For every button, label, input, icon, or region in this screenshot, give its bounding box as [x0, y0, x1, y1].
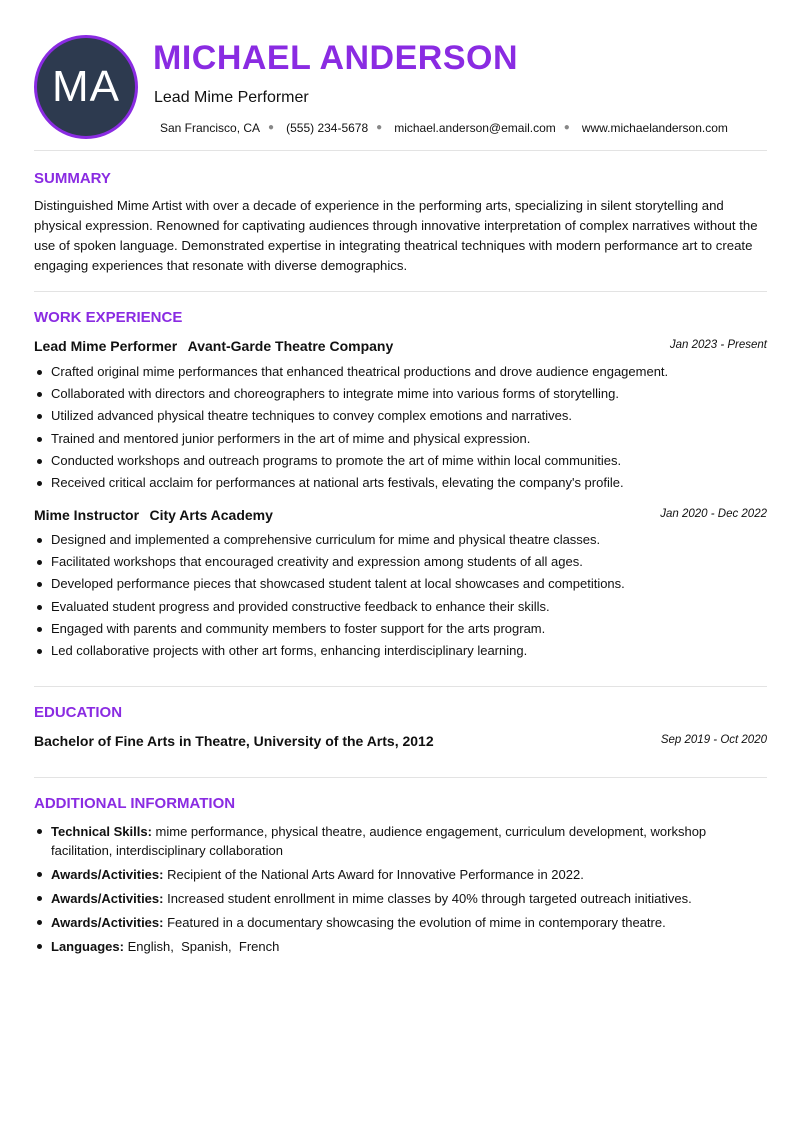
list-item: Conducted workshops and outreach programs to promote the art of mime within local communities. [34, 450, 767, 472]
info-text: Featured in a documentary showcasing the evolution of mime in contemporary theatre. [167, 915, 666, 930]
section-divider [34, 291, 767, 292]
avatar-initials: MA [52, 62, 120, 111]
separator-dot-icon: ● [376, 122, 383, 133]
job-role: Mime Instructor [34, 507, 140, 523]
contact-email[interactable]: michael.anderson@email.com [394, 121, 556, 135]
job-header [34, 507, 767, 525]
education-entry [34, 733, 767, 751]
list-item [34, 889, 767, 908]
section-divider [34, 150, 767, 151]
list-item: Engaged with parents and community members to foster support for the arts program. [34, 618, 767, 640]
section-divider [34, 777, 767, 778]
work-experience-heading: WORK EXPERIENCE [34, 309, 183, 326]
info-label: Awards/Activities: [51, 891, 164, 906]
info-text: mime performance, physical theatre, audience engagement, curriculum development, workshop facilitation, interdisciplinary collaboration [51, 824, 707, 858]
job-bullets [34, 529, 767, 662]
list-item: Evaluated student progress and provided constructive feedback to enhance their skills. [34, 596, 767, 618]
candidate-title: Lead Mime Performer [154, 89, 309, 106]
info-label: Awards/Activities: [51, 915, 164, 930]
list-item: Collaborated with directors and choreographers to integrate mime into various forms of storytelling. [34, 383, 767, 405]
list-item [34, 913, 767, 932]
job-company: Avant-Garde Theatre Company [187, 338, 394, 354]
list-item: Crafted original mime performances that enhanced theatrical productions and drove audience engagement. [34, 361, 767, 383]
job-role: Lead Mime Performer [34, 338, 178, 354]
candidate-name: MICHAEL ANDERSON [153, 39, 519, 77]
list-item: Facilitated workshops that encouraged creativity and expression among students of all ages. [34, 551, 767, 573]
list-item [34, 822, 767, 860]
summary-heading: SUMMARY [34, 170, 111, 187]
list-item: Trained and mentored junior performers in the art of mime and physical expression. [34, 428, 767, 450]
contact-location: San Francisco, CA [160, 121, 261, 135]
separator-dot-icon: ● [268, 122, 275, 133]
info-label: Technical Skills: [51, 824, 152, 839]
contact-info [160, 120, 728, 136]
job-company: City Arts Academy [149, 507, 273, 523]
job-bullets [34, 361, 767, 494]
separator-dot-icon: ● [563, 122, 570, 133]
resume-header [0, 0, 800, 150]
contact-phone: (555) 234-5678 [286, 121, 369, 135]
list-item: Developed performance pieces that showcased student talent at local showcases and competitions. [34, 573, 767, 595]
list-item [34, 937, 767, 956]
list-item: Received critical acclaim for performances at national arts festivals, elevating the company's profile. [34, 472, 767, 494]
info-label: Languages: [51, 939, 124, 954]
list-item: Utilized advanced physical theatre techniques to convey complex emotions and narratives. [34, 405, 767, 427]
info-text: Recipient of the National Arts Award for Innovative Performance in 2022. [167, 867, 584, 882]
section-divider [34, 686, 767, 687]
info-text: Increased student enrollment in mime classes by 40% through targeted outreach initiatives. [167, 891, 692, 906]
list-item: Designed and implemented a comprehensive curriculum for mime and physical theatre classes. [34, 529, 767, 551]
education-dates: Sep 2019 - Oct 2020 [660, 734, 767, 746]
list-item: Led collaborative projects with other art forms, enhancing interdisciplinary learning. [34, 640, 767, 662]
additional-info-heading: ADDITIONAL INFORMATION [34, 795, 236, 812]
education-heading: EDUCATION [34, 704, 123, 721]
additional-info-list [34, 822, 767, 961]
info-text: English, Spanish, French [127, 939, 280, 954]
job-dates: Jan 2023 - Present [669, 339, 767, 351]
list-item [34, 865, 767, 884]
job-header [34, 338, 767, 356]
contact-website[interactable]: www.michaelanderson.com [581, 121, 728, 135]
job-dates: Jan 2020 - Dec 2022 [660, 508, 767, 520]
info-label: Awards/Activities: [51, 867, 164, 882]
summary-text: Distinguished Mime Artist with over a decade of experience in the performing arts, specializing in silent storytelling and physical expression. Renowned for captivating audiences through innovative interpretation of complex narratives without the use of spoken language. Demonstrated expertise in integrating theatrical techniques with modern performance art to create engaging experiences that resonate with diverse demographics. [34, 198, 758, 273]
education-degree: Bachelor of Fine Arts in Theatre, University of the Arts, 2012 [34, 733, 434, 749]
avatar [34, 35, 138, 139]
